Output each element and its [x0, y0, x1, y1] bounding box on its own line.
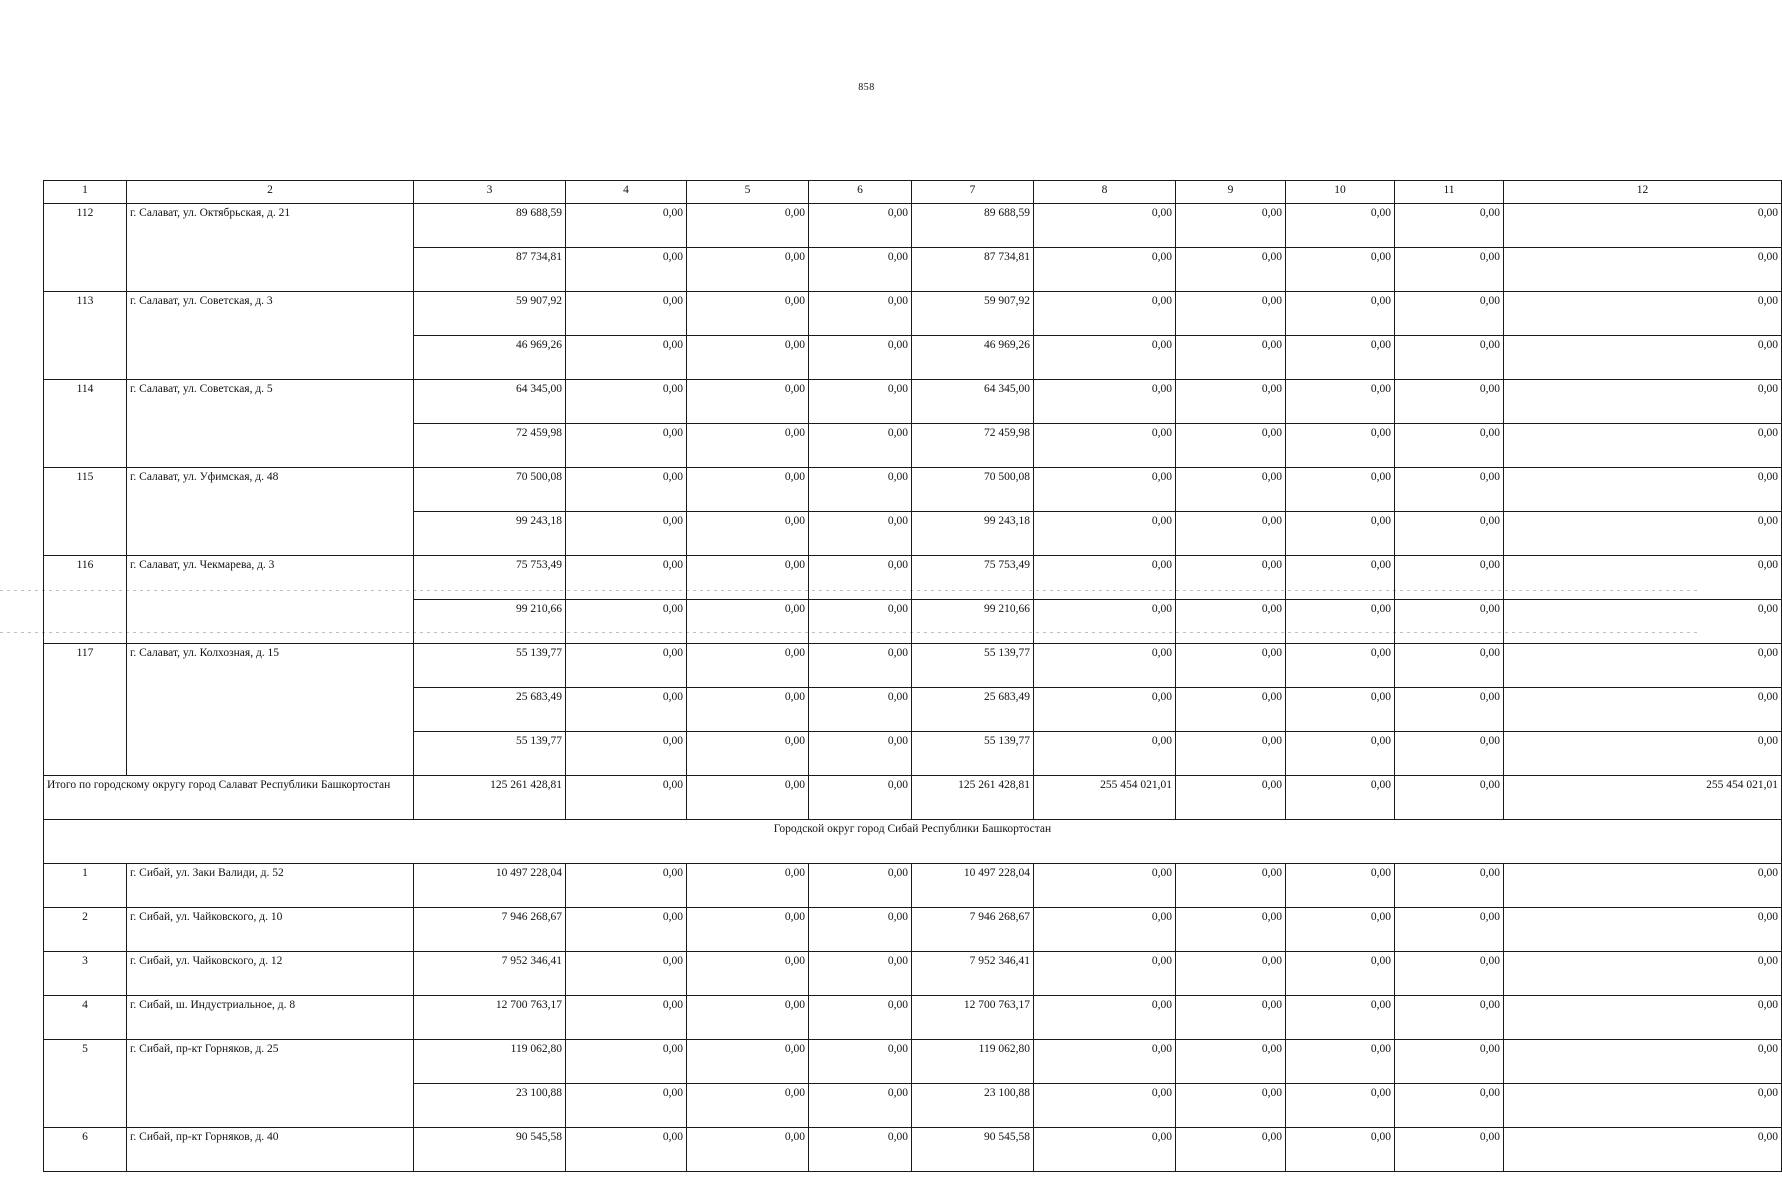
amount-cell: 0,00 — [1176, 292, 1286, 336]
amount-cell: 0,00 — [1504, 996, 1782, 1040]
amount-cell: 25 683,49 — [912, 688, 1034, 732]
amount-cell: 0,00 — [687, 600, 809, 644]
address-cell: г. Салават, ул. Октябрьская, д. 21 — [127, 204, 414, 248]
amount-cell: 0,00 — [809, 1084, 912, 1128]
row-number-cell — [44, 688, 127, 732]
table-row — [44, 424, 1782, 468]
amount-cell: 64 345,00 — [912, 380, 1034, 424]
amount-cell: 0,00 — [809, 424, 912, 468]
amount-cell: 0,00 — [1286, 1128, 1395, 1172]
amount-cell: 87 734,81 — [912, 248, 1034, 292]
amount-cell: 0,00 — [1286, 292, 1395, 336]
amount-cell: 0,00 — [809, 380, 912, 424]
column-header: 2 — [127, 181, 414, 204]
row-number-cell: 2 — [44, 908, 127, 952]
amount-cell: 0,00 — [1504, 468, 1782, 512]
amount-cell: 0,00 — [1286, 380, 1395, 424]
amount-cell: 0,00 — [1395, 952, 1504, 996]
row-number-cell: 114 — [44, 380, 127, 424]
address-cell: г. Сибай, ш. Индустриальное, д. 8 — [127, 996, 414, 1040]
amount-cell: 0,00 — [1504, 380, 1782, 424]
amount-cell: 23 100,88 — [414, 1084, 566, 1128]
address-cell — [127, 1084, 414, 1128]
amount-cell: 0,00 — [1176, 952, 1286, 996]
amount-cell: 0,00 — [809, 1128, 912, 1172]
address-cell: г. Салават, ул. Уфимская, д. 48 — [127, 468, 414, 512]
amount-cell: 0,00 — [1286, 512, 1395, 556]
amount-cell: 0,00 — [1395, 732, 1504, 776]
amount-cell: 72 459,98 — [414, 424, 566, 468]
amount-cell: 0,00 — [566, 336, 687, 380]
amount-cell: 0,00 — [809, 248, 912, 292]
total-amount-cell: 0,00 — [1286, 776, 1395, 820]
table-row — [44, 1040, 1782, 1084]
table-row — [44, 1128, 1782, 1172]
amount-cell: 0,00 — [687, 996, 809, 1040]
amount-cell: 0,00 — [566, 512, 687, 556]
amount-cell: 0,00 — [1504, 204, 1782, 248]
amount-cell: 0,00 — [1395, 292, 1504, 336]
row-number-cell: 115 — [44, 468, 127, 512]
amount-cell: 0,00 — [809, 336, 912, 380]
amount-cell: 55 139,77 — [912, 732, 1034, 776]
amount-cell: 0,00 — [1176, 248, 1286, 292]
amount-cell: 0,00 — [1176, 996, 1286, 1040]
column-header: 9 — [1176, 181, 1286, 204]
amount-cell: 0,00 — [1034, 1128, 1176, 1172]
amount-cell: 99 210,66 — [414, 600, 566, 644]
amount-cell: 0,00 — [687, 864, 809, 908]
amount-cell: 0,00 — [687, 688, 809, 732]
section-title: Городской округ город Сибай Республики Башкортостан — [44, 820, 1782, 864]
table-row — [44, 512, 1782, 556]
amount-cell: 0,00 — [1504, 952, 1782, 996]
amount-cell: 0,00 — [687, 204, 809, 248]
amount-cell: 0,00 — [1176, 688, 1286, 732]
address-cell: г. Салават, ул. Советская, д. 3 — [127, 292, 414, 336]
document-sheet — [43, 180, 1778, 1190]
address-cell: г. Сибай, пр-кт Горняков, д. 40 — [127, 1128, 414, 1172]
amount-cell: 99 243,18 — [912, 512, 1034, 556]
amount-cell: 0,00 — [1286, 732, 1395, 776]
amount-cell: 0,00 — [1395, 468, 1504, 512]
amount-cell: 87 734,81 — [414, 248, 566, 292]
amount-cell: 0,00 — [1395, 556, 1504, 600]
amount-cell: 0,00 — [566, 864, 687, 908]
column-header: 12 — [1504, 181, 1782, 204]
total-amount-cell: 255 454 021,01 — [1504, 776, 1782, 820]
amount-cell: 0,00 — [1286, 996, 1395, 1040]
amount-cell: 0,00 — [566, 1040, 687, 1084]
amount-cell: 0,00 — [1395, 1128, 1504, 1172]
amount-cell: 0,00 — [1034, 908, 1176, 952]
amount-cell: 90 545,58 — [912, 1128, 1034, 1172]
address-cell: г. Сибай, ул. Заки Валиди, д. 52 — [127, 864, 414, 908]
amount-cell: 0,00 — [1395, 204, 1504, 248]
amount-cell: 0,00 — [687, 248, 809, 292]
amount-cell: 0,00 — [1504, 600, 1782, 644]
address-cell — [127, 424, 414, 468]
table-row — [44, 336, 1782, 380]
table-row — [44, 600, 1782, 644]
row-number-cell: 3 — [44, 952, 127, 996]
amount-cell: 0,00 — [1176, 556, 1286, 600]
amount-cell: 0,00 — [1034, 204, 1176, 248]
amount-cell: 0,00 — [1034, 336, 1176, 380]
amount-cell: 0,00 — [1286, 1040, 1395, 1084]
amount-cell: 0,00 — [1504, 1040, 1782, 1084]
amount-cell: 99 210,66 — [912, 600, 1034, 644]
amount-cell: 0,00 — [687, 644, 809, 688]
amount-cell: 0,00 — [1395, 380, 1504, 424]
amount-cell: 0,00 — [1176, 1040, 1286, 1084]
amount-cell: 90 545,58 — [414, 1128, 566, 1172]
amount-cell: 0,00 — [566, 248, 687, 292]
amount-cell: 0,00 — [687, 1040, 809, 1084]
amount-cell: 0,00 — [1176, 908, 1286, 952]
total-amount-cell: 0,00 — [566, 776, 687, 820]
amount-cell: 55 139,77 — [912, 644, 1034, 688]
amount-cell: 0,00 — [566, 996, 687, 1040]
amount-cell: 0,00 — [1286, 644, 1395, 688]
amount-cell: 0,00 — [1034, 600, 1176, 644]
amount-cell: 64 345,00 — [414, 380, 566, 424]
amount-cell: 59 907,92 — [414, 292, 566, 336]
address-cell — [127, 336, 414, 380]
amount-cell: 72 459,98 — [912, 424, 1034, 468]
amount-cell: 0,00 — [1176, 512, 1286, 556]
amount-cell: 0,00 — [687, 1084, 809, 1128]
amount-cell: 0,00 — [1286, 1084, 1395, 1128]
amount-cell: 0,00 — [566, 688, 687, 732]
amount-cell: 0,00 — [1286, 688, 1395, 732]
amount-cell: 7 952 346,41 — [414, 952, 566, 996]
table-row — [44, 380, 1782, 424]
amount-cell: 0,00 — [566, 556, 687, 600]
column-header: 10 — [1286, 181, 1395, 204]
amount-cell: 0,00 — [1395, 996, 1504, 1040]
amount-cell: 0,00 — [1176, 732, 1286, 776]
table-row — [44, 688, 1782, 732]
amount-cell: 0,00 — [566, 468, 687, 512]
amount-cell: 0,00 — [1395, 512, 1504, 556]
amount-cell: 0,00 — [687, 380, 809, 424]
amount-cell: 75 753,49 — [912, 556, 1034, 600]
amount-cell: 0,00 — [1034, 952, 1176, 996]
amount-cell: 0,00 — [1034, 468, 1176, 512]
amount-cell: 0,00 — [1286, 600, 1395, 644]
row-number-cell: 1 — [44, 864, 127, 908]
total-label: Итого по городскому округу город Салават Республики Башкортостан — [44, 776, 414, 820]
amount-cell: 0,00 — [1034, 1084, 1176, 1128]
address-cell — [127, 248, 414, 292]
amount-cell: 0,00 — [1034, 864, 1176, 908]
row-number-cell: 116 — [44, 556, 127, 600]
amount-cell: 0,00 — [1286, 424, 1395, 468]
column-header: 1 — [44, 181, 127, 204]
column-header: 8 — [1034, 181, 1176, 204]
amount-cell: 25 683,49 — [414, 688, 566, 732]
amount-cell: 75 753,49 — [414, 556, 566, 600]
amount-cell: 0,00 — [809, 644, 912, 688]
total-amount-cell: 0,00 — [1176, 776, 1286, 820]
amount-cell: 0,00 — [1504, 644, 1782, 688]
amount-cell: 0,00 — [1034, 732, 1176, 776]
row-number-cell: 4 — [44, 996, 127, 1040]
amount-cell: 0,00 — [1395, 1040, 1504, 1084]
amount-cell: 0,00 — [1504, 732, 1782, 776]
table-row — [44, 732, 1782, 776]
amount-cell: 10 497 228,04 — [912, 864, 1034, 908]
table-row — [44, 556, 1782, 600]
amount-cell: 12 700 763,17 — [414, 996, 566, 1040]
amount-cell: 0,00 — [809, 952, 912, 996]
amount-cell: 0,00 — [809, 732, 912, 776]
amount-cell: 0,00 — [1286, 468, 1395, 512]
table-row — [44, 204, 1782, 248]
amount-cell: 0,00 — [1286, 248, 1395, 292]
row-number-cell: 6 — [44, 1128, 127, 1172]
row-number-cell: 113 — [44, 292, 127, 336]
amount-cell: 70 500,08 — [912, 468, 1034, 512]
amount-cell: 0,00 — [809, 1040, 912, 1084]
section-row — [44, 820, 1782, 864]
amount-cell: 0,00 — [566, 908, 687, 952]
amount-cell: 0,00 — [687, 1128, 809, 1172]
amount-cell: 0,00 — [1176, 644, 1286, 688]
amount-cell: 0,00 — [1395, 688, 1504, 732]
amount-cell: 0,00 — [1286, 864, 1395, 908]
amount-cell: 0,00 — [1286, 336, 1395, 380]
total-amount-cell: 255 454 021,01 — [1034, 776, 1176, 820]
amount-cell: 0,00 — [1286, 908, 1395, 952]
table-row — [44, 468, 1782, 512]
amount-cell: 12 700 763,17 — [912, 996, 1034, 1040]
amount-cell: 0,00 — [1176, 468, 1286, 512]
row-number-cell — [44, 600, 127, 644]
table-row — [44, 1084, 1782, 1128]
address-cell: г. Салават, ул. Советская, д. 5 — [127, 380, 414, 424]
amount-cell: 0,00 — [1034, 996, 1176, 1040]
table-row — [44, 996, 1782, 1040]
column-header: 4 — [566, 181, 687, 204]
amount-cell: 0,00 — [1395, 908, 1504, 952]
amount-cell: 0,00 — [1504, 512, 1782, 556]
amount-cell: 0,00 — [566, 1128, 687, 1172]
column-header: 6 — [809, 181, 912, 204]
amount-cell: 0,00 — [687, 952, 809, 996]
amount-cell: 55 139,77 — [414, 732, 566, 776]
amount-cell: 89 688,59 — [912, 204, 1034, 248]
table-row — [44, 248, 1782, 292]
amount-cell: 0,00 — [1034, 248, 1176, 292]
amount-cell: 0,00 — [809, 204, 912, 248]
address-cell: г. Сибай, ул. Чайковского, д. 12 — [127, 952, 414, 996]
amount-cell: 0,00 — [1034, 1040, 1176, 1084]
row-number-cell — [44, 512, 127, 556]
table-body — [44, 181, 1782, 1172]
amount-cell: 0,00 — [1176, 1128, 1286, 1172]
row-number-cell — [44, 732, 127, 776]
table-row — [44, 908, 1782, 952]
housing-fund-table — [43, 180, 1782, 1172]
amount-cell: 0,00 — [566, 732, 687, 776]
amount-cell: 0,00 — [809, 468, 912, 512]
amount-cell: 0,00 — [566, 204, 687, 248]
address-cell — [127, 512, 414, 556]
amount-cell: 0,00 — [566, 424, 687, 468]
amount-cell: 89 688,59 — [414, 204, 566, 248]
amount-cell: 0,00 — [1504, 248, 1782, 292]
amount-cell: 0,00 — [1034, 424, 1176, 468]
page-number: 858 — [858, 82, 875, 93]
amount-cell: 0,00 — [1504, 688, 1782, 732]
amount-cell: 0,00 — [1176, 204, 1286, 248]
amount-cell: 0,00 — [809, 688, 912, 732]
amount-cell: 0,00 — [566, 1084, 687, 1128]
table-row — [44, 952, 1782, 996]
amount-cell: 0,00 — [1395, 424, 1504, 468]
address-cell: г. Салават, ул. Чекмарева, д. 3 — [127, 556, 414, 600]
row-number-cell: 117 — [44, 644, 127, 688]
amount-cell: 55 139,77 — [414, 644, 566, 688]
amount-cell: 23 100,88 — [912, 1084, 1034, 1128]
table-row — [44, 644, 1782, 688]
amount-cell: 0,00 — [687, 556, 809, 600]
row-number-cell — [44, 248, 127, 292]
amount-cell: 0,00 — [566, 952, 687, 996]
amount-cell: 59 907,92 — [912, 292, 1034, 336]
total-amount-cell: 0,00 — [1395, 776, 1504, 820]
total-amount-cell: 0,00 — [687, 776, 809, 820]
amount-cell: 0,00 — [1395, 336, 1504, 380]
address-cell: г. Сибай, пр-кт Горняков, д. 25 — [127, 1040, 414, 1084]
header-row — [44, 181, 1782, 204]
column-header: 7 — [912, 181, 1034, 204]
amount-cell: 46 969,26 — [912, 336, 1034, 380]
amount-cell: 0,00 — [1504, 556, 1782, 600]
row-number-cell: 112 — [44, 204, 127, 248]
amount-cell: 0,00 — [1034, 644, 1176, 688]
amount-cell: 0,00 — [1176, 424, 1286, 468]
table-row — [44, 864, 1782, 908]
row-number-cell — [44, 336, 127, 380]
amount-cell: 0,00 — [1034, 380, 1176, 424]
total-amount-cell: 0,00 — [809, 776, 912, 820]
amount-cell: 0,00 — [1504, 424, 1782, 468]
amount-cell: 119 062,80 — [912, 1040, 1034, 1084]
amount-cell: 0,00 — [1395, 248, 1504, 292]
row-number-cell: 5 — [44, 1040, 127, 1084]
amount-cell: 7 952 346,41 — [912, 952, 1034, 996]
amount-cell: 0,00 — [1176, 864, 1286, 908]
column-header: 11 — [1395, 181, 1504, 204]
amount-cell: 0,00 — [1504, 1084, 1782, 1128]
amount-cell: 0,00 — [809, 996, 912, 1040]
amount-cell: 119 062,80 — [414, 1040, 566, 1084]
amount-cell: 0,00 — [1504, 864, 1782, 908]
amount-cell: 70 500,08 — [414, 468, 566, 512]
amount-cell: 0,00 — [566, 292, 687, 336]
amount-cell: 0,00 — [809, 908, 912, 952]
amount-cell: 7 946 268,67 — [414, 908, 566, 952]
total-amount-cell: 125 261 428,81 — [912, 776, 1034, 820]
amount-cell: 0,00 — [1286, 556, 1395, 600]
amount-cell: 0,00 — [1176, 380, 1286, 424]
amount-cell: 0,00 — [1504, 1128, 1782, 1172]
amount-cell: 0,00 — [687, 424, 809, 468]
amount-cell: 0,00 — [809, 556, 912, 600]
amount-cell: 0,00 — [1395, 644, 1504, 688]
amount-cell: 0,00 — [1176, 1084, 1286, 1128]
amount-cell: 0,00 — [687, 292, 809, 336]
amount-cell: 0,00 — [687, 468, 809, 512]
address-cell — [127, 600, 414, 644]
amount-cell: 0,00 — [1395, 864, 1504, 908]
amount-cell: 10 497 228,04 — [414, 864, 566, 908]
amount-cell: 0,00 — [1395, 600, 1504, 644]
amount-cell: 0,00 — [1286, 204, 1395, 248]
amount-cell: 0,00 — [687, 512, 809, 556]
amount-cell: 0,00 — [687, 336, 809, 380]
address-cell: г. Сибай, ул. Чайковского, д. 10 — [127, 908, 414, 952]
amount-cell: 0,00 — [1395, 1084, 1504, 1128]
amount-cell: 0,00 — [809, 292, 912, 336]
amount-cell: 0,00 — [1034, 688, 1176, 732]
address-cell: г. Салават, ул. Колхозная, д. 15 — [127, 644, 414, 688]
row-number-cell — [44, 424, 127, 468]
amount-cell: 0,00 — [1034, 512, 1176, 556]
amount-cell: 46 969,26 — [414, 336, 566, 380]
amount-cell: 0,00 — [1286, 952, 1395, 996]
amount-cell: 0,00 — [566, 644, 687, 688]
amount-cell: 0,00 — [1034, 556, 1176, 600]
amount-cell: 0,00 — [566, 600, 687, 644]
amount-cell: 0,00 — [1504, 292, 1782, 336]
amount-cell: 0,00 — [1504, 908, 1782, 952]
table-row — [44, 292, 1782, 336]
amount-cell: 0,00 — [809, 600, 912, 644]
amount-cell: 99 243,18 — [414, 512, 566, 556]
address-cell — [127, 732, 414, 776]
amount-cell: 0,00 — [1034, 292, 1176, 336]
amount-cell: 0,00 — [687, 732, 809, 776]
amount-cell: 0,00 — [809, 864, 912, 908]
amount-cell: 0,00 — [809, 512, 912, 556]
column-header: 3 — [414, 181, 566, 204]
amount-cell: 0,00 — [566, 380, 687, 424]
column-header: 5 — [687, 181, 809, 204]
amount-cell: 0,00 — [1504, 336, 1782, 380]
amount-cell: 0,00 — [687, 908, 809, 952]
amount-cell: 7 946 268,67 — [912, 908, 1034, 952]
amount-cell: 0,00 — [1176, 600, 1286, 644]
total-row — [44, 776, 1782, 820]
address-cell — [127, 688, 414, 732]
row-number-cell — [44, 1084, 127, 1128]
amount-cell: 0,00 — [1176, 336, 1286, 380]
total-amount-cell: 125 261 428,81 — [414, 776, 566, 820]
